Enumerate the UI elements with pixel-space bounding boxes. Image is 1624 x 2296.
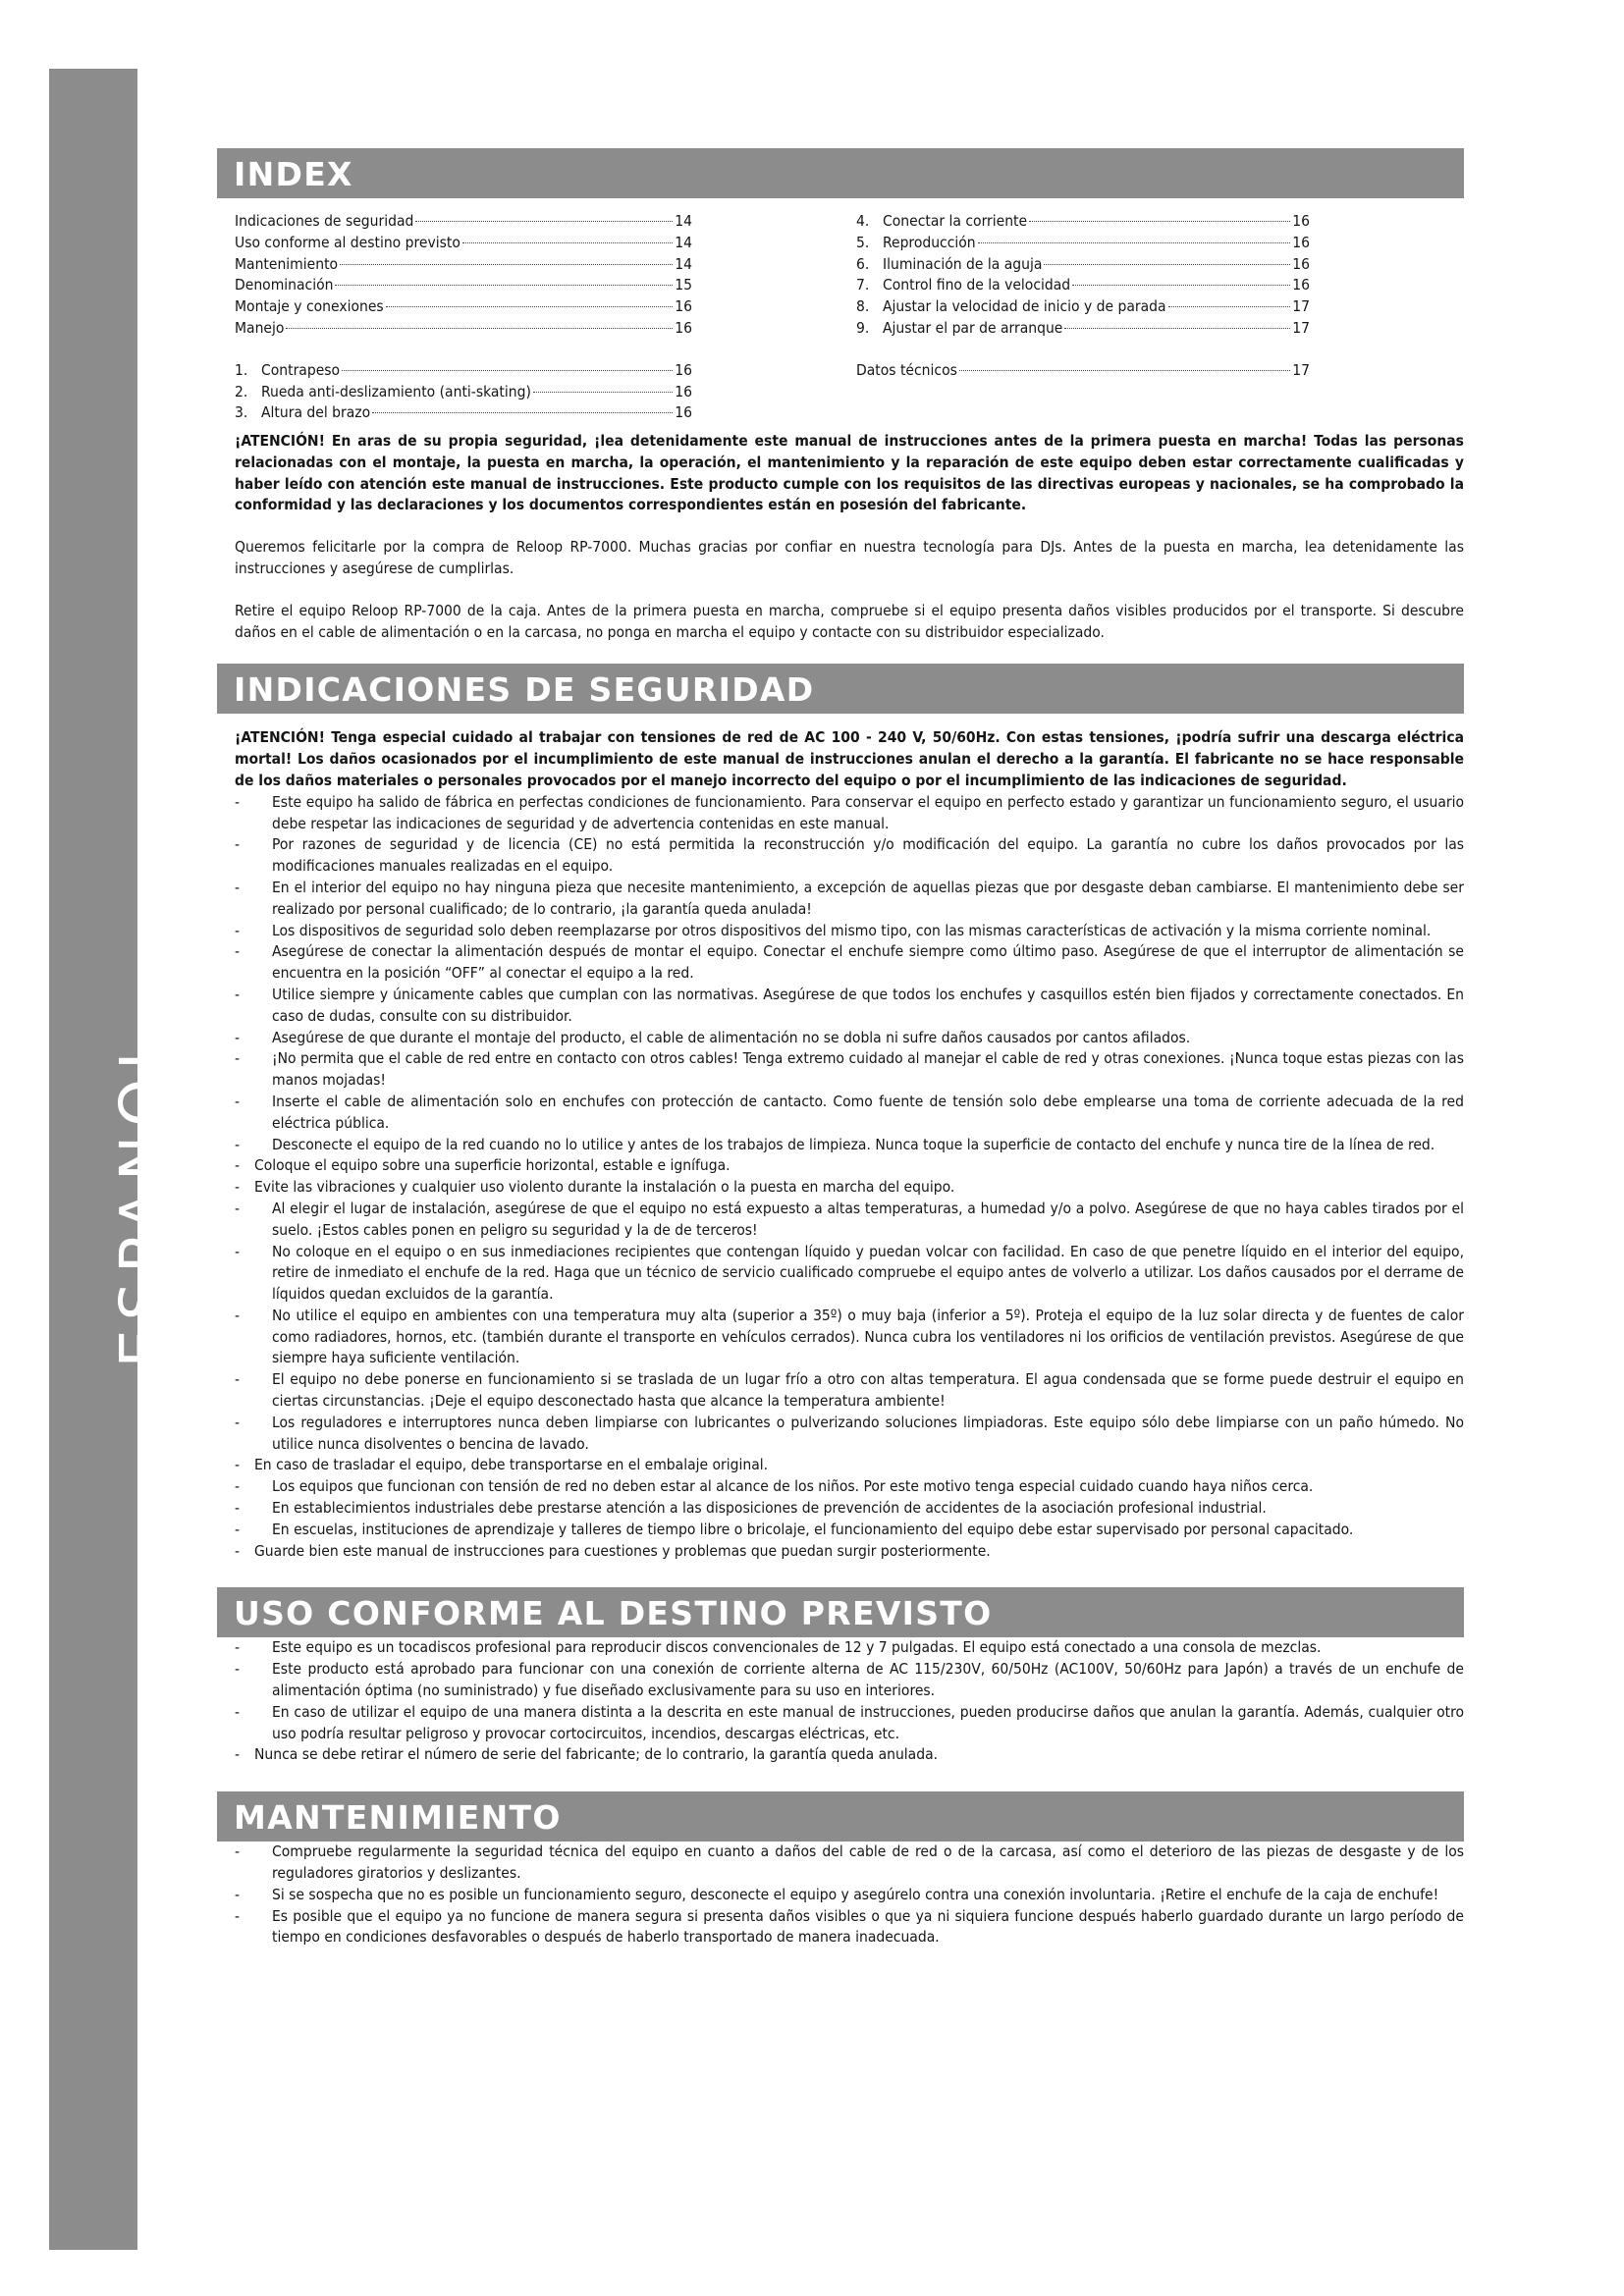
index-leader-dots <box>959 370 1290 371</box>
index-entry-number: 4. <box>856 212 870 230</box>
index-entry-page: 15 <box>675 276 692 294</box>
safety-list <box>217 792 1464 1563</box>
bullet-item: - En establecimientos industriales debe prestarse atención a las disposiciones de prevención de accidentes de la asociación profesional industrial. <box>235 1498 1464 1520</box>
bullet-item: - Al elegir el lugar de instalación, asegúrese de que el equipo no está expuesto a altas temperaturas, a humedad y/o a polvo. Asegúrese de que no haya cables tirados por el suelo. ¡Estos cables ponen en peligro su seguridad y la de de terceros! <box>235 1199 1464 1242</box>
page-content <box>217 148 1464 1949</box>
index-heading: INDEX <box>217 148 1464 198</box>
index-entry-page: 16 <box>1292 276 1310 294</box>
bullet-item: - Compruebe regularmente la seguridad técnica del equipo en cuanto a daños del cable de red o de la carcasa, así como el deterioro de las piezas de desgaste y de los reguladores giratorios y deslizantes. <box>235 1842 1464 1885</box>
index-section <box>217 148 1464 431</box>
index-entry-page: 16 <box>675 382 692 400</box>
index-entry-page: 14 <box>675 254 692 273</box>
index-entry <box>856 275 1310 296</box>
index-leader-dots <box>1072 285 1290 286</box>
index-leader-dots <box>1064 328 1290 329</box>
index-entry-label: Rueda anti-deslizamiento (anti-skating) <box>261 382 531 400</box>
index-leader-dots <box>372 412 673 413</box>
index-entry-label: Altura del brazo <box>261 403 371 422</box>
bullet-item: - En escuelas, instituciones de aprendizaje y talleres de tiempo libre o bricolaje, el funcionamiento del equipo debe estar supervisado por personal capacitado. <box>235 1520 1464 1541</box>
index-entry <box>235 382 692 403</box>
index-leader-dots <box>462 242 673 243</box>
page-number: 14 <box>115 2256 144 2279</box>
index-entry-number: 7. <box>856 276 870 294</box>
index-entry <box>235 318 692 340</box>
index-leader-dots <box>1044 264 1290 265</box>
safety-heading: INDICACIONES DE SEGURIDAD <box>217 664 1464 714</box>
index-leader-dots <box>386 306 674 307</box>
index-entry-label: Control fino de la velocidad <box>883 276 1071 294</box>
index-entry <box>856 254 1310 276</box>
bullet-item: - Utilice siempre y únicamente cables que cumplan con las normativas. Asegúrese de que todos los enchufes y casquillos estén bien fijados y correctamente conectados. En caso de dudas, consulte con su distribuidor. <box>235 985 1464 1028</box>
bullet-item: - No utilice el equipo en ambientes con una temperatura muy alta (superior a 35º) o muy baja (inferior a 5º). Proteja el equipo de la luz solar directa y de fuentes de calor como radiadores, hornos, etc. (también durante el transporte en vehículos cerrados). Nunca cubra los ventiladores ni los orificios de ventilación previstos. Asegúrese de que siempre haya suficiente ventilación. <box>235 1306 1464 1369</box>
index-entry-label: Mantenimiento <box>235 254 339 273</box>
index-leader-dots <box>286 328 673 329</box>
index-leader-dots <box>533 392 673 393</box>
bullet-item: - El equipo no debe ponerse en funcionamiento si se traslada de un lugar frío a otro con altas temperatura. El agua condensada que se forme puede destruir el equipo en ciertas circunstancias. ¡Deje el equipo desconectado hasta que alcance la temperatura ambiente! <box>235 1369 1464 1413</box>
index-leader-dots <box>1168 306 1291 307</box>
index-entry-label: Montaje y conexiones <box>235 297 384 316</box>
bullet-item: - Los equipos que funcionan con tensión de red no deben estar al alcance de los niños. Por este motivo tenga especial cuidado cuando haya niños cerca. <box>235 1476 1464 1498</box>
index-entry-page: 16 <box>675 318 692 337</box>
bullet-item: - En caso de trasladar el equipo, debe transportarse en el embalaje original. <box>235 1455 1464 1476</box>
index-entry <box>235 402 692 424</box>
index-entry <box>856 318 1310 340</box>
index-right-column <box>856 211 1310 382</box>
bullet-item: - Si se sospecha que no es posible un funcionamiento seguro, desconecte el equipo y asegúrelo contra una conexión involuntaria. ¡Retire el enchufe de la caja de enchufe! <box>235 1885 1464 1906</box>
safety-warning: ¡ATENCIÓN! Tenga especial cuidado al trabajar con tensiones de red de AC 100 - 240 V, 50/60Hz. Con estas tensiones, ¡podría sufrir una descarga eléctrica mortal! Los daños ocasionados por el incumplimiento de este manual de instrucciones anulan el derecho a la garantía. El fabricante no se hace responsable de los daños materiales o personales provocados por el manejo incorrecto del equipo o por el incumplimiento de las indicaciones de seguridad. <box>235 728 1464 789</box>
index-entry-page: 16 <box>1292 254 1310 273</box>
index-entry-label: Uso conforme al destino previsto <box>235 233 460 251</box>
index-entry-page: 17 <box>1292 360 1310 379</box>
bullet-item: - Desconecte el equipo de la red cuando no lo utilice y antes de los trabajos de limpieza. Nunca toque la superficie de contacto del enchufe y nunca tire de la línea de red. <box>235 1135 1464 1156</box>
index-leader-dots <box>1029 221 1290 222</box>
index-left-column <box>235 211 692 424</box>
index-entry-label: Manejo <box>235 318 285 337</box>
index-entry-label: Indicaciones de seguridad <box>235 212 414 230</box>
index-entry <box>856 296 1310 318</box>
index-entry-page: 14 <box>675 233 692 251</box>
bullet-item: - Inserte el cable de alimentación solo en enchufes con protección de cantacto. Como fuente de tensión solo debe emplearse una toma de corriente adecuada de la red eléctrica pública. <box>235 1092 1464 1135</box>
index-entry-label: Ajustar el par de arranque <box>883 318 1063 337</box>
index-entry-page: 17 <box>1292 318 1310 337</box>
bullet-item: - Este equipo es un tocadiscos profesional para reproducir discos convencionales de 12 y 7 pulgadas. El equipo está conectado a una consola de mezclas. <box>235 1637 1464 1659</box>
index-entry <box>235 254 692 276</box>
bullet-item: - Asegúrese de que durante el montaje del producto, el cable de alimentación no se dobla ni sufre daños causados por cantos afilados. <box>235 1028 1464 1049</box>
index-entry-number: 8. <box>856 297 870 316</box>
index-leader-dots <box>340 264 673 265</box>
bullet-item: - Guarde bien este manual de instrucciones para cuestiones y problemas que puedan surgir posteriormente. <box>235 1541 1464 1563</box>
index-entry <box>856 211 1310 233</box>
index-entry-number: 5. <box>856 233 870 251</box>
bullet-item: - Coloque el equipo sobre una superficie horizontal, estable e ignífuga. <box>235 1155 1464 1177</box>
index-leader-dots <box>342 370 673 371</box>
index-entry-page: 16 <box>675 360 692 379</box>
uso-heading: USO CONFORME AL DESTINO PREVISTO <box>217 1587 1464 1637</box>
intro-warning: ¡ATENCIÓN! En aras de su propia seguridad, ¡lea detenidamente este manual de instrucciones antes de la primera puesta en marcha! Todas las personas relacionadas con el montaje, la puesta en marcha, la operación, el mantenimiento y la reparación de este equipo deben estar correctamente cualificadas y haber leído con atención este manual de instrucciones. Este producto cumple con los requisitos de las directivas europeas y nacionales, se ha comprobado la conformidad y las declaraciones y los documentos correspondientes están en posesión del fabricante. <box>235 432 1464 514</box>
bullet-item: - Asegúrese de conectar la alimentación después de montar el equipo. Conectar el enchufe siempre como último paso. Asegúrese de que el interruptor de alimentación se encuentra en la posición “OFF” al conectar el equipo a la red. <box>235 941 1464 985</box>
mantenimiento-list <box>217 1842 1464 1949</box>
mantenimiento-heading: MANTENIMIENTO <box>217 1791 1464 1842</box>
index-entry <box>856 233 1310 254</box>
index-entry <box>235 360 692 382</box>
index-entry-page: 17 <box>1292 297 1310 316</box>
index-entry-number: 3. <box>235 403 248 422</box>
bullet-item: - En caso de utilizar el equipo de una manera distinta a la descrita en este manual de instrucciones, pueden producirse daños que anulan la garantía. Además, cualquier otro uso podría resultar peligroso y provocar cortocircuitos, incendios, descargas eléctricas, etc. <box>235 1702 1464 1745</box>
index-entry-label: Reproducción <box>883 233 976 251</box>
bullet-item: - Nunca se debe retirar el número de serie del fabricante; de lo contrario, la garantía queda anulada. <box>235 1744 1464 1766</box>
bullet-item: - Los dispositivos de seguridad solo deben reemplazarse por otros dispositivos del mismo tipo, con las mismas características de activación y la misma corriente nominal. <box>235 921 1464 942</box>
bullet-item: - Este producto está aprobado para funcionar con una conexión de corriente alterna de AC 115/230V, 60/50Hz (AC100V, 50/60Hz para Japón) a través de un enchufe de alimentación óptima (no suministrado) y fue diseñado exclusivamente para su uso en interiores. <box>235 1659 1464 1702</box>
bullet-item: - En el interior del equipo no hay ninguna pieza que necesite mantenimiento, a excepción de aquellas piezas que por desgaste deban cambiarse. El mantenimiento debe ser realizado por personal cualificado; de lo contrario, ¡la garantía queda anulada! <box>235 878 1464 921</box>
index-leader-dots <box>335 285 673 286</box>
index-entry-page: 16 <box>675 403 692 422</box>
index-entry <box>235 211 692 233</box>
bullet-item: - No coloque en el equipo o en sus inmediaciones recipientes que contengan líquido y puedan volcar con facilidad. En caso de que penetre líquido en el interior del equipo, retire de inmediato el enchufe de la red. Haga que un técnico de servicio cualificado compruebe el equipo antes de volverlo a utilizar. Los daños causados por el derrame de líquidos quedan excluidos de la garantía. <box>235 1242 1464 1306</box>
index-entry <box>856 360 1310 382</box>
index-entry-page: 14 <box>675 212 692 230</box>
index-leader-dots <box>415 221 673 222</box>
bullet-item: - ¡No permita que el cable de red entre en contacto con otros cables! Tenga extremo cuidado al manejar el cable de red y otras conexiones. ¡Nunca toque estas piezas con las manos mojadas! <box>235 1048 1464 1092</box>
language-label: ESPANOL <box>106 1027 179 1368</box>
intro-paragraph-2: Retire el equipo Reloop RP-7000 de la caja. Antes de la primera puesta en marcha, compruebe si el equipo presenta daños visibles producidos por el transporte. Si descubre daños en el cable de alimentación o en la carcasa, no ponga en marcha el equipo y contacte con su distribuidor especializado. <box>235 601 1464 641</box>
index-entry-label: Iluminación de la aguja <box>883 254 1043 273</box>
index-entry-label: Conectar la corriente <box>883 212 1028 230</box>
index-entry-number: 1. <box>235 360 248 379</box>
bullet-item: - Este equipo ha salido de fábrica en perfectas condiciones de funcionamiento. Para conservar el equipo en perfecto estado y garantizar un funcionamiento seguro, el usuario debe respetar las indicaciones de seguridad y de advertencia contenidas en este manual. <box>235 792 1464 835</box>
bullet-item: - Los reguladores e interruptores nunca deben limpiarse con lubricantes o pulverizando soluciones limpiadoras. Este equipo sólo debe limpiarse con un paño húmedo. No utilice nunca disolventes o bencina de lavado. <box>235 1413 1464 1456</box>
index-entry-page: 16 <box>1292 233 1310 251</box>
bullet-item: - Es posible que el equipo ya no funcione de manera segura si presenta daños visibles o que ya ni siquiera funcione después haberlo guardado durante un largo período de tiempo en condiciones desfavorables o después de haberlo transportado de manera inadecuada. <box>235 1906 1464 1949</box>
index-entry <box>235 233 692 254</box>
side-tab <box>49 69 179 2279</box>
uso-list <box>217 1637 1464 1766</box>
index-entry-number: 6. <box>856 254 870 273</box>
bullet-item: - Evite las vibraciones y cualquier uso violento durante la instalación o la puesta en marcha del equipo. <box>235 1177 1464 1199</box>
index-entry-label: Contrapeso <box>261 360 341 379</box>
index-entry-page: 16 <box>1292 212 1310 230</box>
index-entry-page: 16 <box>675 297 692 316</box>
index-entry-label: Denominación <box>235 276 334 294</box>
index-entry-label: Datos técnicos <box>856 360 957 379</box>
index-entry-number: 2. <box>235 382 248 400</box>
index-entry-number: 9. <box>856 318 870 337</box>
index-entry <box>235 275 692 296</box>
bullet-item: - Por razones de seguridad y de licencia (CE) no está permitida la reconstrucción y/o modificación del equipo. La garantía no cubre los daños provocados por las modificaciones manuales realizadas en el equipo. <box>235 834 1464 878</box>
intro-paragraph-1: Queremos felicitarle por la compra de Reloop RP-7000. Muchas gracias por confiar en nuestra tecnología para DJs. Antes de la puesta en marcha, lea detenidamente las instrucciones y asegúrese de cumplirlas. <box>235 538 1464 577</box>
index-entry-label: Ajustar la velocidad de inicio y de parada <box>883 297 1166 316</box>
index-entry <box>235 296 692 318</box>
index-leader-dots <box>978 242 1291 243</box>
